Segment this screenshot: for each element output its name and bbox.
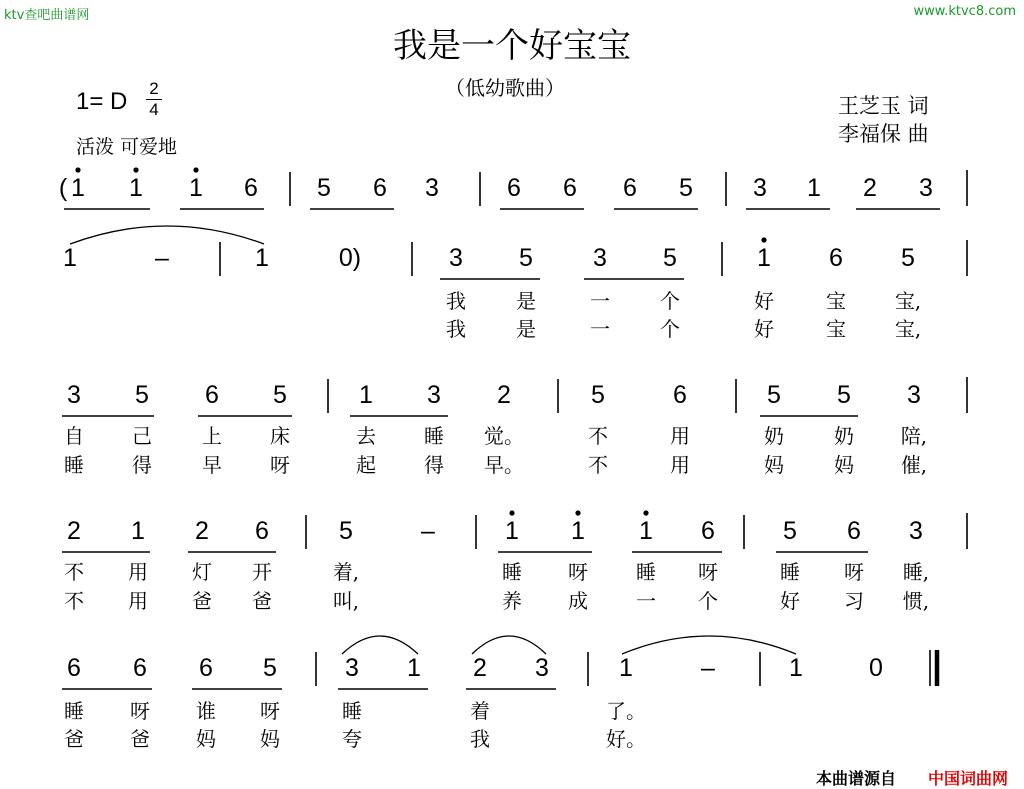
lyric-syllable: 宝, bbox=[894, 317, 922, 341]
note: 1 bbox=[505, 517, 519, 545]
lyric-syllable: 我 bbox=[470, 727, 490, 751]
lyric-syllable: 睡 bbox=[424, 424, 444, 448]
lyric-syllable: 得 bbox=[132, 453, 152, 477]
note: 5 bbox=[339, 517, 353, 545]
octave-dot bbox=[643, 510, 648, 515]
note: 3 bbox=[909, 517, 923, 545]
source-label: 本曲谱源自 bbox=[816, 769, 897, 788]
note: 1 bbox=[359, 381, 373, 409]
lyric-syllable: 一 bbox=[590, 317, 610, 341]
time-signature-top: 2 bbox=[149, 79, 159, 98]
lyric-syllable: 呀 bbox=[568, 560, 588, 584]
lyric-syllable: 呀 bbox=[698, 560, 718, 584]
octave-dot bbox=[133, 167, 138, 172]
lyric-syllable: 用 bbox=[128, 589, 148, 613]
lyric-syllable: 不 bbox=[64, 560, 84, 584]
lyric-syllable: 着, bbox=[332, 560, 360, 584]
note: 6 bbox=[847, 517, 861, 545]
note: 6 bbox=[255, 517, 269, 545]
lyric-syllable: 夸 bbox=[342, 727, 362, 751]
note: 1 bbox=[255, 244, 269, 272]
lyric-syllable: 宝 bbox=[826, 289, 846, 313]
lyric-syllable: 个 bbox=[660, 317, 680, 341]
note: 6 bbox=[623, 174, 637, 202]
note: 5 bbox=[591, 381, 605, 409]
note: 6 bbox=[563, 174, 577, 202]
lyric-syllable: 叫, bbox=[332, 589, 360, 613]
note: 2 bbox=[497, 381, 511, 409]
source-site: 中国词曲网 bbox=[928, 769, 1009, 788]
note: 1 bbox=[189, 174, 203, 202]
lyric-syllable: 奶 bbox=[764, 424, 784, 448]
note: 1 bbox=[131, 517, 145, 545]
tempo-marking: 活泼 可爱地 bbox=[76, 136, 178, 158]
key-signature: 1= D bbox=[76, 88, 128, 115]
note: 1 bbox=[129, 174, 143, 202]
lyric-syllable: 好 bbox=[754, 317, 774, 341]
lyric-syllable: 床 bbox=[270, 424, 290, 448]
note: 2 bbox=[67, 517, 81, 545]
note: – bbox=[701, 654, 715, 682]
lyric-syllable: 己 bbox=[132, 424, 152, 448]
note: 1 bbox=[789, 654, 803, 682]
lyricist-credit: 王芝玉 词 bbox=[838, 94, 929, 118]
lyric-syllable: 是 bbox=[516, 289, 536, 313]
tie-slur bbox=[342, 636, 418, 654]
lyric-syllable: 睡, bbox=[902, 560, 930, 584]
note: 6 bbox=[373, 174, 387, 202]
octave-dot bbox=[75, 167, 80, 172]
note: 5 bbox=[837, 381, 851, 409]
lyric-syllable: 不 bbox=[588, 453, 608, 477]
note: 5 bbox=[263, 654, 277, 682]
note: 6 bbox=[507, 174, 521, 202]
note: 1 bbox=[757, 244, 771, 272]
lyric-syllable: 着 bbox=[470, 699, 490, 723]
tie-slur bbox=[472, 636, 546, 654]
note: 1 bbox=[71, 174, 85, 202]
note: 3 bbox=[425, 174, 439, 202]
lyric-syllable: 睡 bbox=[64, 453, 84, 477]
note: 5 bbox=[317, 174, 331, 202]
note: 6 bbox=[829, 244, 843, 272]
note: 1 bbox=[407, 654, 421, 682]
note: 3 bbox=[753, 174, 767, 202]
note: ( bbox=[58, 174, 68, 202]
lyric-syllable: 去 bbox=[356, 424, 376, 448]
note: 3 bbox=[345, 654, 359, 682]
note: 5 bbox=[273, 381, 287, 409]
lyric-syllable: 早 bbox=[202, 453, 222, 477]
note: 1 bbox=[807, 174, 821, 202]
note: – bbox=[155, 244, 169, 272]
lyric-syllable: 灯 bbox=[192, 560, 212, 584]
lyric-syllable: 呀 bbox=[130, 699, 150, 723]
lyric-syllable: 用 bbox=[128, 560, 148, 584]
lyric-syllable: 起 bbox=[356, 453, 376, 477]
lyric-syllable: 呀 bbox=[260, 699, 280, 723]
note: 6 bbox=[199, 654, 213, 682]
lyric-syllable: 我 bbox=[446, 289, 466, 313]
tie-slur bbox=[622, 636, 796, 654]
tie-slur bbox=[70, 226, 264, 244]
lyric-syllable: 爸 bbox=[130, 727, 150, 751]
lyric-syllable: 上 bbox=[202, 424, 222, 448]
lyric-syllable: 早。 bbox=[484, 453, 524, 477]
note: 6 bbox=[701, 517, 715, 545]
lyric-syllable: 习 bbox=[844, 589, 864, 613]
lyric-syllable: 用 bbox=[670, 453, 690, 477]
composer-credit: 李福保 曲 bbox=[838, 122, 929, 146]
lyric-syllable: 养 bbox=[502, 589, 522, 613]
lyric-syllable: 爸 bbox=[64, 727, 84, 751]
note: – bbox=[421, 517, 435, 545]
lyric-syllable: 爸 bbox=[192, 589, 212, 613]
octave-dot bbox=[575, 510, 580, 515]
lyric-syllable: 得 bbox=[424, 453, 444, 477]
octave-dot bbox=[509, 510, 514, 515]
note: 3 bbox=[907, 381, 921, 409]
note: 3 bbox=[67, 381, 81, 409]
lyric-syllable: 觉。 bbox=[484, 424, 524, 448]
lyric-syllable: 妈 bbox=[834, 453, 854, 477]
note: 5 bbox=[519, 244, 533, 272]
time-signature-bottom: 4 bbox=[149, 100, 159, 119]
lyric-syllable: 好。 bbox=[606, 727, 646, 751]
lyric-syllable: 我 bbox=[446, 317, 466, 341]
lyric-syllable: 成 bbox=[568, 589, 588, 613]
lyric-syllable: 好 bbox=[754, 289, 774, 313]
lyric-syllable: 惯, bbox=[902, 589, 930, 613]
site-watermark-left: ktv查吧曲谱网 bbox=[4, 8, 90, 23]
note: 5 bbox=[135, 381, 149, 409]
lyric-syllable: 呀 bbox=[270, 453, 290, 477]
note: 6 bbox=[244, 174, 258, 202]
lyric-syllable: 宝 bbox=[826, 317, 846, 341]
note: 5 bbox=[679, 174, 693, 202]
note: 2 bbox=[473, 654, 487, 682]
song-title: 我是一个好宝宝 bbox=[393, 26, 631, 66]
note: 6 bbox=[673, 381, 687, 409]
lyric-syllable: 睡 bbox=[780, 560, 800, 584]
lyric-syllable: 妈 bbox=[196, 727, 216, 751]
note: 1 bbox=[571, 517, 585, 545]
lyric-syllable: 开 bbox=[252, 560, 272, 584]
note: 3 bbox=[535, 654, 549, 682]
lyric-syllable: 个 bbox=[698, 589, 718, 613]
note: 3 bbox=[593, 244, 607, 272]
site-watermark-right: www.ktvc8.com bbox=[913, 4, 1016, 19]
note: 5 bbox=[767, 381, 781, 409]
lyric-syllable: 陪, bbox=[900, 424, 928, 448]
lyric-syllable: 个 bbox=[660, 289, 680, 313]
lyric-syllable: 谁 bbox=[196, 699, 216, 723]
note: 6 bbox=[67, 654, 81, 682]
lyric-syllable: 奶 bbox=[834, 424, 854, 448]
note: 6 bbox=[133, 654, 147, 682]
lyric-syllable: 爸 bbox=[252, 589, 272, 613]
lyric-syllable: 呀 bbox=[844, 560, 864, 584]
note: 3 bbox=[449, 244, 463, 272]
lyric-syllable: 催, bbox=[900, 453, 928, 477]
lyric-syllable: 不 bbox=[64, 589, 84, 613]
octave-dot bbox=[761, 237, 766, 242]
note: 1 bbox=[63, 244, 77, 272]
lyric-syllable: 用 bbox=[670, 424, 690, 448]
note: 6 bbox=[205, 381, 219, 409]
note: 5 bbox=[783, 517, 797, 545]
note: 5 bbox=[663, 244, 677, 272]
note: 0 bbox=[869, 654, 883, 682]
lyric-syllable: 不 bbox=[588, 424, 608, 448]
song-subtitle: （低幼歌曲） bbox=[445, 76, 565, 100]
note: 0) bbox=[338, 244, 362, 272]
lyric-syllable: 一 bbox=[590, 289, 610, 313]
lyric-syllable: 妈 bbox=[260, 727, 280, 751]
lyric-syllable: 宝, bbox=[894, 289, 922, 313]
note: 2 bbox=[863, 174, 877, 202]
lyric-syllable: 自 bbox=[64, 424, 84, 448]
lyric-syllable: 睡 bbox=[64, 699, 84, 723]
note: 1 bbox=[619, 654, 633, 682]
note: 5 bbox=[901, 244, 915, 272]
lyric-syllable: 了。 bbox=[606, 699, 646, 723]
note: 1 bbox=[639, 517, 653, 545]
lyric-syllable: 睡 bbox=[502, 560, 522, 584]
lyric-syllable: 睡 bbox=[636, 560, 656, 584]
note: 2 bbox=[195, 517, 209, 545]
lyric-syllable: 睡 bbox=[342, 699, 362, 723]
lyric-syllable: 一 bbox=[636, 589, 656, 613]
lyric-syllable: 是 bbox=[516, 317, 536, 341]
lyric-syllable: 妈 bbox=[764, 453, 784, 477]
note: 3 bbox=[427, 381, 441, 409]
note: 3 bbox=[919, 174, 933, 202]
lyric-syllable: 好 bbox=[780, 589, 800, 613]
octave-dot bbox=[193, 167, 198, 172]
